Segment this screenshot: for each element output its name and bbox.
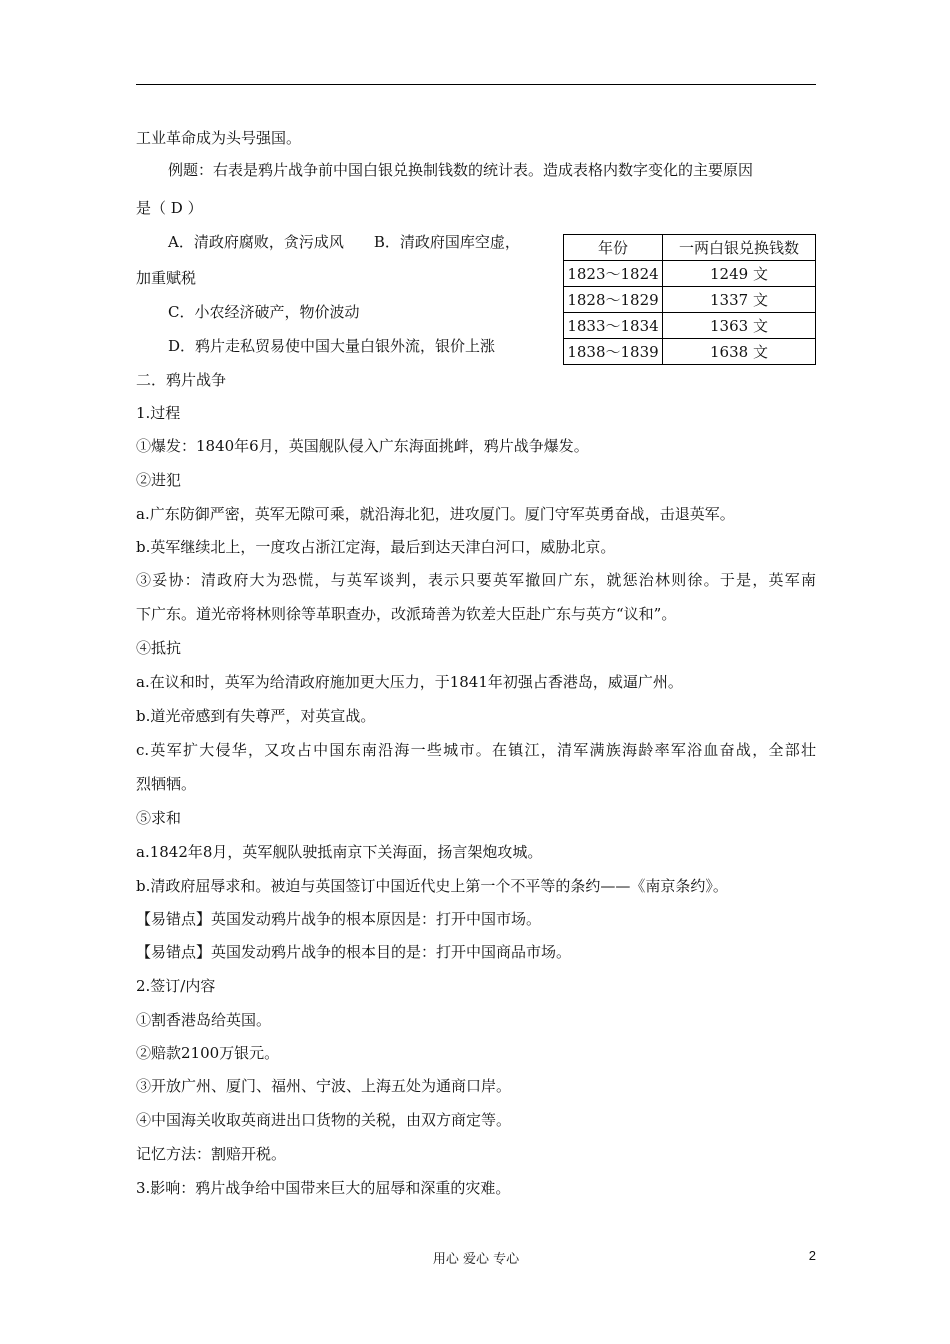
text-line: ④抵抗 (136, 639, 182, 657)
footer-motto: 用心 爱心 专心 (432, 1252, 520, 1267)
option-c: C．小农经济破产，物价波动 (168, 303, 360, 321)
table-row (564, 287, 816, 313)
text-line: c.英军扩大侵华，又攻占中国东南沿海一些城市。在镇江，清军满族海龄率军浴血奋战，全部壮 (136, 741, 816, 759)
table-cell: 1833～1834 (564, 313, 663, 339)
table-cell: 1838～1839 (564, 339, 663, 365)
text-line: ③开放广州、厦门、福州、宁波、上海五处为通商口岸。 (136, 1077, 512, 1095)
text-line: a.广东防御严密，英军无隙可乘，就沿海北犯，进攻厦门。厦门守军英勇奋战，击退英军。 (136, 505, 735, 523)
text-line: 是（ D ） (136, 199, 203, 217)
text-line: b.英军继续北上，一度攻占浙江定海，最后到达天津白河口，威胁北京。 (136, 538, 616, 556)
table-cell: 1828～1829 (564, 287, 663, 313)
table-header: 一两白银兑换钱数 (663, 235, 816, 261)
subsection-heading: 2.签订/内容 (136, 977, 216, 995)
text-line: 记忆方法：割赔开税。 (136, 1145, 287, 1163)
option-a-b: A．清政府腐败，贪污成风 B．清政府国库空虚， (168, 233, 520, 251)
subsection-heading: 1.过程 (136, 404, 181, 422)
table-cell: 1249 文 (663, 261, 816, 287)
silver-exchange-table (563, 234, 816, 365)
text-line: 加重赋税 (136, 269, 197, 287)
section-heading: 二．鸦片战争 (136, 371, 227, 389)
table-row (564, 339, 816, 365)
table-header-row (564, 235, 816, 261)
text-line: ③妥协：清政府大为恐慌，与英军谈判，表示只要英军撤回广东，就惩治林则徐。于是，英军南 (136, 571, 816, 589)
subsection-heading: 3.影响：鸦片战争给中国带来巨大的屈辱和深重的灾难。 (136, 1179, 511, 1197)
text-line: a.在议和时，英军为给清政府施加更大压力，于1841年初强占香港岛，威逼广州。 (136, 673, 683, 691)
text-line: ②赔款2100万银元。 (136, 1044, 280, 1062)
option-d: D．鸦片走私贸易使中国大量白银外流，银价上涨 (168, 337, 496, 355)
text-line: b.清政府屈辱求和。被迫与英国签订中国近代史上第一个不平等的条约——《南京条约》。 (136, 877, 728, 895)
page-number: 2 (808, 1248, 816, 1263)
text-line: 工业革命成为头号强国。 (136, 129, 302, 147)
table-cell: 1638 文 (663, 339, 816, 365)
text-line: ⑤求和 (136, 809, 182, 827)
table-cell: 1363 文 (663, 313, 816, 339)
text-line: ①爆发：1840年6月，英国舰队侵入广东海面挑衅，鸦片战争爆发。 (136, 437, 589, 455)
text-line: ①割香港岛给英国。 (136, 1011, 272, 1029)
table-cell: 1337 文 (663, 287, 816, 313)
table-row (564, 261, 816, 287)
text-line: a.1842年8月，英军舰队驶抵南京下关海面，扬言架炮攻城。 (136, 843, 543, 861)
text-line: ②进犯 (136, 471, 182, 489)
text-line: b.道光帝感到有失尊严，对英宣战。 (136, 707, 376, 725)
table-row (564, 313, 816, 339)
table-cell: 1823～1824 (564, 261, 663, 287)
error-point: 【易错点】英国发动鸦片战争的根本原因是：打开中国市场。 (136, 910, 542, 928)
text-line: 例题：右表是鸦片战争前中国白银兑换制钱数的统计表。造成表格内数字变化的主要原因 (168, 161, 754, 179)
text-line: 下广东。道光帝将林则徐等革职查办，改派琦善为钦差大臣赴广东与英方“议和”。 (136, 605, 677, 623)
text-line: 烈牺牺。 (136, 775, 197, 793)
header-rule (136, 84, 816, 85)
text-line: ④中国海关收取英商进出口货物的关税，由双方商定等。 (136, 1111, 512, 1129)
table-header: 年份 (564, 235, 663, 261)
error-point: 【易错点】英国发动鸦片战争的根本目的是：打开中国商品市场。 (136, 943, 572, 961)
